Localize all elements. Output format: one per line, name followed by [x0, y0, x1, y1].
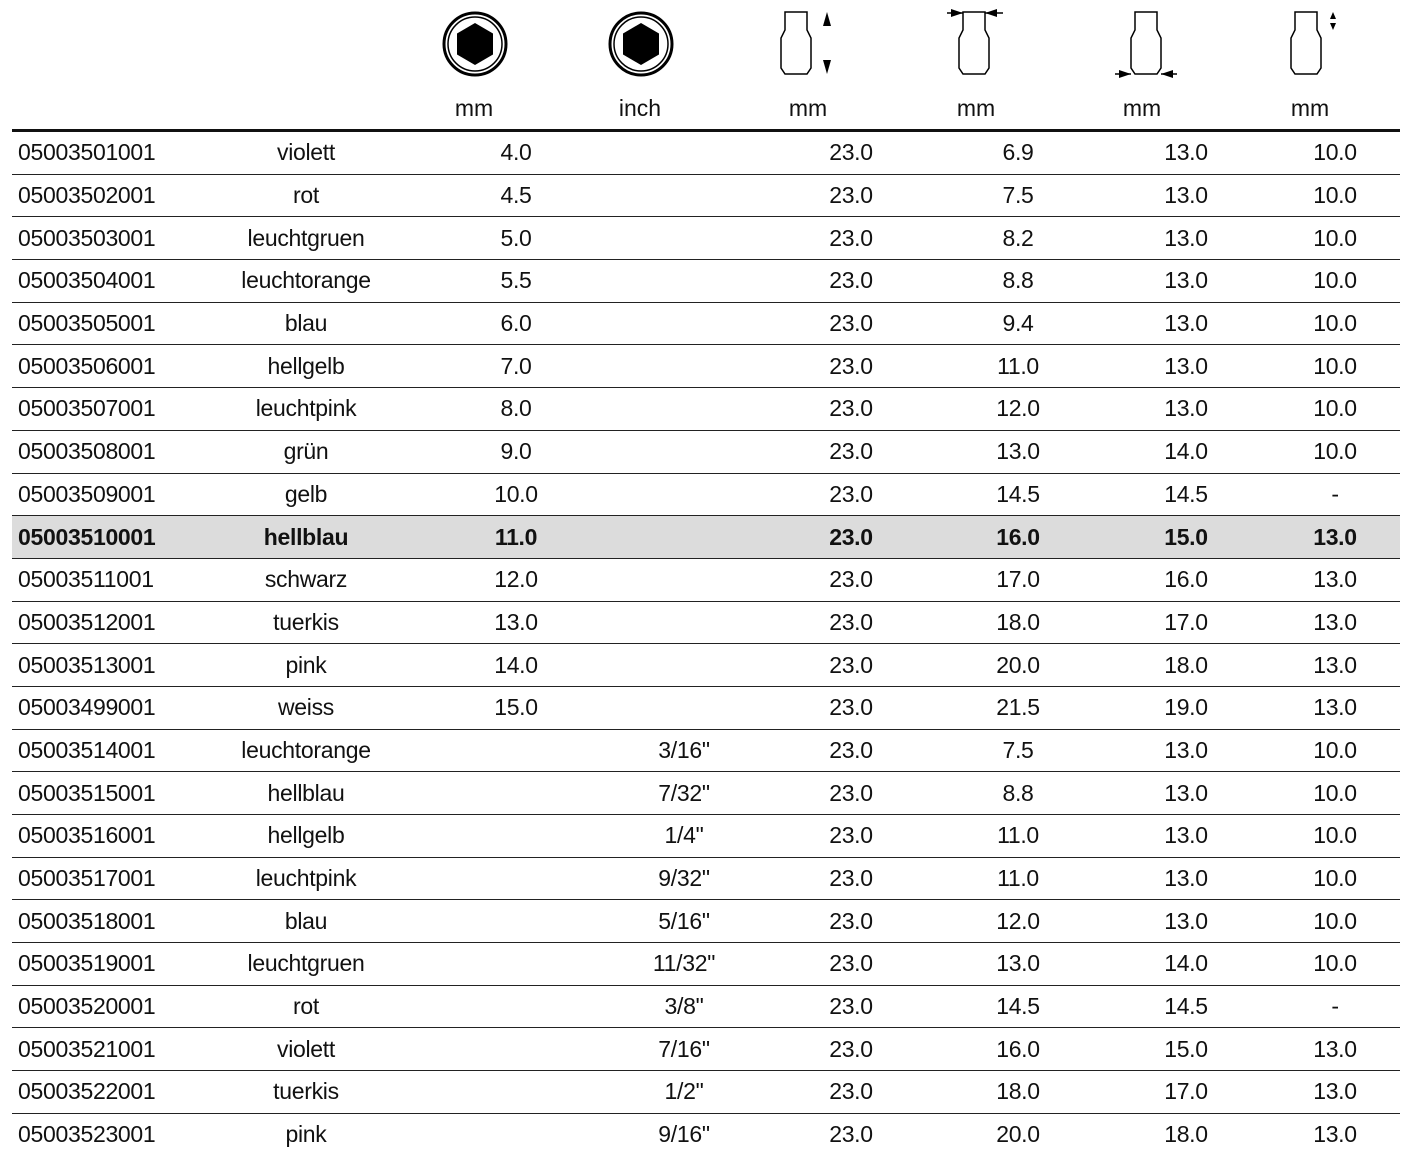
table-row — [12, 430, 1400, 473]
depth-mm: 13.0 — [1313, 1121, 1357, 1148]
table-row — [12, 174, 1400, 217]
depth-mm: 13.0 — [1270, 1028, 1400, 1071]
hex-size-mm — [432, 857, 600, 900]
table-row — [12, 943, 1400, 986]
depth-mm: 10.0 — [1270, 430, 1400, 473]
outer-diameter-mm: 17.0 — [934, 558, 1102, 601]
article-number: 05003512001 — [12, 601, 180, 644]
length-mm: 23.0 — [768, 601, 934, 644]
length-mm: 23.0 — [768, 686, 934, 729]
outer-diameter-mm: 16.0 — [934, 1028, 1102, 1071]
length-mm: 23.0 — [768, 815, 934, 858]
table-row — [12, 815, 1400, 858]
length-mm: 23.0 — [768, 857, 934, 900]
length-mm: 23.0 — [768, 729, 934, 772]
hex-size-mm — [432, 900, 600, 943]
table-row — [12, 857, 1400, 900]
depth-mm: 10.0 — [1270, 388, 1400, 431]
depth-mm: 13.0 — [1270, 516, 1400, 559]
article-number: 05003517001 — [12, 857, 180, 900]
hex-size-inch: 3/16" — [600, 729, 768, 772]
outer-diameter-mm: 13.0 — [934, 943, 1102, 986]
depth-mm: - — [1270, 985, 1400, 1028]
hex-size-mm: 10.0 — [432, 473, 600, 516]
hex-size-inch — [600, 558, 768, 601]
outer-diameter-mm: 20.0 — [996, 1121, 1040, 1148]
article-number: 05003506001 — [12, 345, 180, 388]
depth-mm: 13.0 — [1270, 558, 1400, 601]
table-row — [12, 516, 1400, 559]
unit-label-depth: mm — [1290, 95, 1330, 121]
hex-size-mm: 15.0 — [432, 686, 600, 729]
base-diameter-mm: 16.0 — [1102, 558, 1270, 601]
article-number: 05003513001 — [12, 644, 180, 687]
hex-size-mm: 6.0 — [432, 302, 600, 345]
hex-size-inch — [600, 174, 768, 217]
hex-size-mm: 13.0 — [432, 601, 600, 644]
base-diameter-mm: 13.0 — [1102, 260, 1270, 303]
hex-size-mm — [432, 1113, 600, 1155]
article-number: 05003501001 — [12, 132, 180, 174]
outer-diameter-mm: 11.0 — [934, 345, 1102, 388]
hex-size-inch: 3/8" — [600, 985, 768, 1028]
color-name: leuchtgruen — [180, 943, 432, 986]
hex-size-mm: 7.0 — [432, 345, 600, 388]
color-name: blau — [180, 900, 432, 943]
outer-diameter-mm: 11.0 — [934, 857, 1102, 900]
outer-diameter-mm: 8.8 — [934, 772, 1102, 815]
table-row — [12, 644, 1400, 687]
base-diameter-mm: 13.0 — [1102, 729, 1270, 772]
hex-size-inch: 5/16" — [600, 900, 768, 943]
hex-size-inch: 7/32" — [600, 772, 768, 815]
length-mm: 23.0 — [768, 473, 934, 516]
hex-size-inch — [600, 132, 768, 174]
color-name: hellgelb — [180, 345, 432, 388]
color-name: rot — [180, 985, 432, 1028]
length-mm: 23.0 — [768, 260, 934, 303]
depth-mm: 10.0 — [1270, 174, 1400, 217]
table-row — [12, 473, 1400, 516]
table-row — [12, 345, 1400, 388]
hex-size-inch: 11/32" — [600, 943, 768, 986]
table-row — [12, 1113, 1400, 1155]
hex-size-mm — [432, 729, 600, 772]
article-number: 05003514001 — [12, 729, 180, 772]
hex-size-inch — [600, 345, 768, 388]
base-diameter-mm: 13.0 — [1102, 388, 1270, 431]
article-number: 05003507001 — [12, 388, 180, 431]
length-mm: 23.0 — [768, 558, 934, 601]
hex-size-mm: 9.0 — [432, 430, 600, 473]
outer-diameter-mm: 11.0 — [934, 815, 1102, 858]
table-row — [12, 1028, 1400, 1071]
article-number: 05003523001 — [18, 1121, 156, 1148]
table-row — [12, 388, 1400, 431]
base-diameter-mm: 14.0 — [1102, 943, 1270, 986]
hex-size-inch: 1/4" — [600, 815, 768, 858]
article-number: 05003502001 — [12, 174, 180, 217]
hex-size-mm: 11.0 — [432, 516, 600, 559]
outer-diameter-mm: 20.0 — [934, 644, 1102, 687]
length-mm: 23.0 — [768, 644, 934, 687]
base-diameter-mm: 13.0 — [1102, 900, 1270, 943]
outer-diameter-mm: 13.0 — [934, 430, 1102, 473]
article-number: 05003515001 — [12, 772, 180, 815]
depth-mm: 10.0 — [1270, 857, 1400, 900]
base-diameter-mm: 14.5 — [1102, 985, 1270, 1028]
article-number: 05003521001 — [12, 1028, 180, 1071]
base-diameter-mm: 15.0 — [1102, 1028, 1270, 1071]
table-row — [12, 686, 1400, 729]
color-name: rot — [180, 174, 432, 217]
outer-diameter-mm: 14.5 — [934, 985, 1102, 1028]
color-name: schwarz — [180, 558, 432, 601]
hex-size-mm — [432, 815, 600, 858]
depth-mm: 10.0 — [1270, 132, 1400, 174]
outer-diameter-mm: 14.5 — [934, 473, 1102, 516]
color-name: hellblau — [180, 516, 432, 559]
socket-outer-diameter-icon — [944, 8, 1006, 80]
color-name: gelb — [180, 473, 432, 516]
unit-label-metric: mm — [454, 95, 494, 121]
base-diameter-mm: 14.0 — [1102, 430, 1270, 473]
depth-mm: 13.0 — [1270, 601, 1400, 644]
article-number: 05003504001 — [12, 260, 180, 303]
length-mm: 23.0 — [768, 430, 934, 473]
color-name: pink — [180, 644, 432, 687]
length-mm: 23.0 — [768, 132, 934, 174]
color-name: leuchtorange — [180, 729, 432, 772]
outer-diameter-mm: 8.8 — [934, 260, 1102, 303]
outer-diameter-mm: 18.0 — [934, 601, 1102, 644]
hex-size-inch — [600, 601, 768, 644]
outer-diameter-mm: 16.0 — [934, 516, 1102, 559]
color-name: violett — [180, 1028, 432, 1071]
hex-size-inch — [600, 686, 768, 729]
hex-size-mm: 4.0 — [432, 132, 600, 174]
length-mm: 23.0 — [768, 1071, 934, 1114]
base-diameter-mm: 13.0 — [1102, 132, 1270, 174]
color-name: leuchtgruen — [180, 217, 432, 260]
color-name: leuchtpink — [180, 857, 432, 900]
hex-size-mm — [432, 985, 600, 1028]
table-row — [12, 900, 1400, 943]
color-name: grün — [180, 430, 432, 473]
base-diameter-mm: 13.0 — [1102, 174, 1270, 217]
article-number: 05003503001 — [12, 217, 180, 260]
article-number: 05003511001 — [12, 558, 180, 601]
outer-diameter-mm: 7.5 — [934, 174, 1102, 217]
article-number: 05003505001 — [12, 302, 180, 345]
color-name: weiss — [180, 686, 432, 729]
hex-size-mm — [432, 1071, 600, 1114]
hex-size-inch — [600, 388, 768, 431]
length-mm: 23.0 — [829, 1121, 873, 1148]
hex-size-mm: 12.0 — [432, 558, 600, 601]
base-diameter-mm: 13.0 — [1102, 857, 1270, 900]
color-name: blau — [180, 302, 432, 345]
color-name: leuchtpink — [180, 388, 432, 431]
hex-size-mm — [432, 772, 600, 815]
depth-mm: 10.0 — [1270, 943, 1400, 986]
depth-mm: 10.0 — [1270, 217, 1400, 260]
length-mm: 23.0 — [768, 174, 934, 217]
depth-mm: 13.0 — [1270, 686, 1400, 729]
base-diameter-mm: 14.5 — [1102, 473, 1270, 516]
table-row — [12, 217, 1400, 260]
length-mm: 23.0 — [768, 388, 934, 431]
hex-size-mm: 5.5 — [432, 260, 600, 303]
depth-mm: 10.0 — [1270, 772, 1400, 815]
hex-size-mm: 8.0 — [432, 388, 600, 431]
hex-size-mm: 14.0 — [432, 644, 600, 687]
table-row — [12, 729, 1400, 772]
table-row — [12, 260, 1400, 303]
unit-label-outer-diameter: mm — [956, 95, 996, 121]
base-diameter-mm: 13.0 — [1102, 345, 1270, 388]
hex-size-inch: 7/16" — [600, 1028, 768, 1071]
article-number: 05003508001 — [12, 430, 180, 473]
article-number: 05003510001 — [12, 516, 180, 559]
socket-base-diameter-icon — [1110, 8, 1180, 80]
spec-table — [12, 132, 1400, 1156]
hex-size-inch — [600, 430, 768, 473]
base-diameter-mm: 18.0 — [1164, 1121, 1208, 1148]
depth-mm: 10.0 — [1270, 900, 1400, 943]
socket-length-icon — [776, 8, 838, 80]
article-number: 05003519001 — [12, 943, 180, 986]
base-diameter-mm: 17.0 — [1102, 1071, 1270, 1114]
length-mm: 23.0 — [768, 1028, 934, 1071]
length-mm: 23.0 — [768, 302, 934, 345]
hex-size-inch — [600, 302, 768, 345]
outer-diameter-mm: 8.2 — [934, 217, 1102, 260]
length-mm: 23.0 — [768, 943, 934, 986]
unit-label-base-diameter: mm — [1122, 95, 1162, 121]
color-name: hellgelb — [180, 815, 432, 858]
article-number: 05003516001 — [12, 815, 180, 858]
hex-size-inch: 9/16" — [658, 1121, 710, 1148]
hex-socket-metric-icon — [440, 8, 510, 80]
base-diameter-mm: 19.0 — [1102, 686, 1270, 729]
unit-label-inch: inch — [618, 95, 662, 121]
base-diameter-mm: 13.0 — [1102, 302, 1270, 345]
outer-diameter-mm: 21.5 — [934, 686, 1102, 729]
depth-mm: 13.0 — [1270, 644, 1400, 687]
depth-mm: 13.0 — [1270, 1071, 1400, 1114]
base-diameter-mm: 18.0 — [1102, 644, 1270, 687]
outer-diameter-mm: 12.0 — [934, 388, 1102, 431]
article-number: 05003522001 — [12, 1071, 180, 1114]
hex-size-inch — [600, 644, 768, 687]
color-name: tuerkis — [180, 601, 432, 644]
table-row — [12, 558, 1400, 601]
table-row — [12, 985, 1400, 1028]
table-row — [12, 1071, 1400, 1114]
table-row — [12, 772, 1400, 815]
length-mm: 23.0 — [768, 900, 934, 943]
hex-size-mm: 4.5 — [432, 174, 600, 217]
outer-diameter-mm: 7.5 — [934, 729, 1102, 772]
hex-size-mm — [432, 943, 600, 986]
table-row — [12, 132, 1400, 174]
length-mm: 23.0 — [768, 772, 934, 815]
hex-size-mm — [432, 1028, 600, 1071]
color-name: hellblau — [180, 772, 432, 815]
color-name: tuerkis — [180, 1071, 432, 1114]
table-row — [12, 601, 1400, 644]
hex-size-inch: 1/2" — [600, 1071, 768, 1114]
depth-mm: 10.0 — [1270, 345, 1400, 388]
depth-mm: 10.0 — [1270, 815, 1400, 858]
outer-diameter-mm: 9.4 — [934, 302, 1102, 345]
hex-socket-inch-icon — [606, 8, 676, 80]
base-diameter-mm: 13.0 — [1102, 217, 1270, 260]
outer-diameter-mm: 18.0 — [934, 1071, 1102, 1114]
depth-mm: - — [1270, 473, 1400, 516]
depth-mm: 10.0 — [1270, 729, 1400, 772]
color-name: pink — [285, 1121, 327, 1148]
base-diameter-mm: 15.0 — [1102, 516, 1270, 559]
depth-mm: 10.0 — [1270, 302, 1400, 345]
length-mm: 23.0 — [768, 516, 934, 559]
hex-size-inch — [600, 473, 768, 516]
hex-size-mm: 5.0 — [432, 217, 600, 260]
article-number: 05003518001 — [12, 900, 180, 943]
unit-label-length: mm — [788, 95, 828, 121]
hex-size-inch — [600, 516, 768, 559]
spec-table-body — [12, 132, 1400, 1156]
article-number: 05003499001 — [12, 686, 180, 729]
hex-size-inch — [600, 260, 768, 303]
article-number: 05003520001 — [12, 985, 180, 1028]
base-diameter-mm: 13.0 — [1102, 772, 1270, 815]
base-diameter-mm: 17.0 — [1102, 601, 1270, 644]
color-name: leuchtorange — [180, 260, 432, 303]
socket-depth-icon — [1286, 8, 1342, 80]
color-name: violett — [180, 132, 432, 174]
outer-diameter-mm: 12.0 — [934, 900, 1102, 943]
table-row — [12, 302, 1400, 345]
length-mm: 23.0 — [768, 345, 934, 388]
length-mm: 23.0 — [768, 985, 934, 1028]
length-mm: 23.0 — [768, 217, 934, 260]
hex-size-inch — [600, 217, 768, 260]
article-number: 05003509001 — [12, 473, 180, 516]
hex-size-inch: 9/32" — [600, 857, 768, 900]
depth-mm: 10.0 — [1270, 260, 1400, 303]
outer-diameter-mm: 6.9 — [934, 132, 1102, 174]
base-diameter-mm: 13.0 — [1102, 815, 1270, 858]
